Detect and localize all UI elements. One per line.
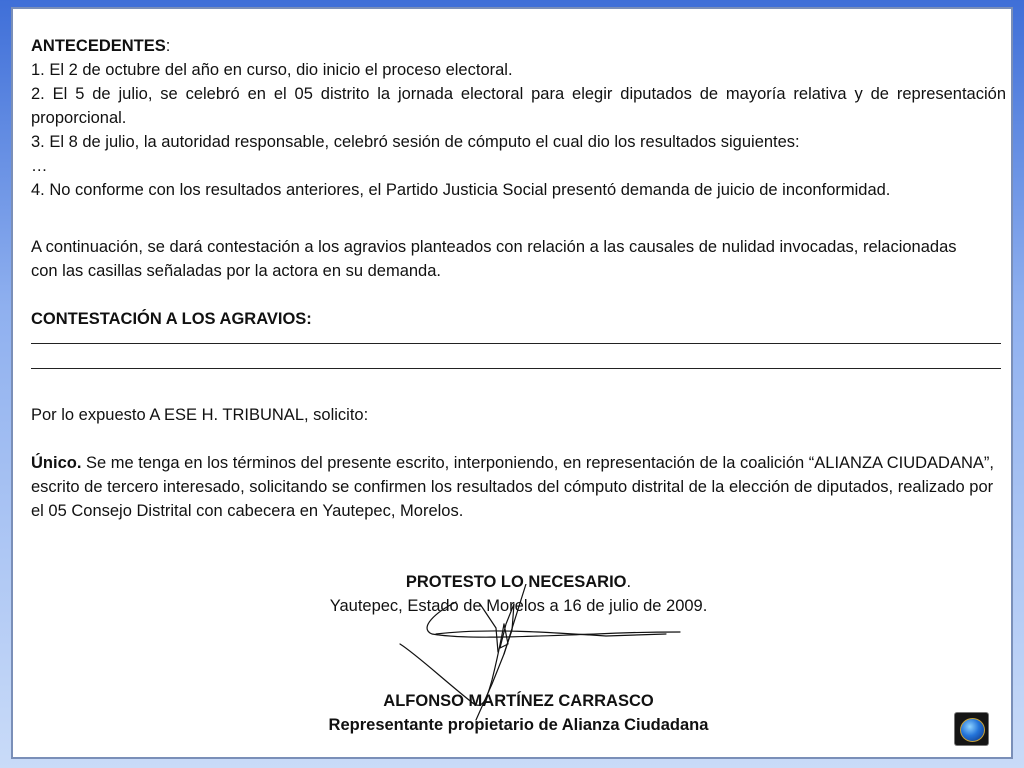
blank-line-1 [31, 330, 1001, 344]
globe-icon [960, 718, 985, 742]
antecedente-ellipsis: … [31, 157, 48, 175]
signer-name: ALFONSO MARTÍNEZ CARRASCO [383, 692, 654, 710]
protesto-line: PROTESTO LO NECESARIO. [405, 573, 632, 591]
blank-lines [31, 330, 1006, 369]
blank-line-2 [31, 355, 1001, 369]
contestacion-heading: CONTESTACIÓN A LOS AGRAVIOS: [31, 310, 312, 328]
signer-block [31, 689, 1006, 737]
antecedente-item-2: 2. El 5 de julio, se celebró en el 05 distrito la jornada electoral para elegir diputados de mayoría relativa y de representación proporcional. [31, 85, 1006, 127]
intro-paragraph: A continuación, se dará contestación a los agravios planteados con relación a las causales de nulidad invocadas, relacionadas con las casillas señaladas por la actora en su demanda. [31, 238, 957, 280]
antecedente-item-3: 3. El 8 de julio, la autoridad responsable, celebró sesión de cómputo el cual dio los resultados siguientes: [31, 133, 800, 151]
nav-globe-button[interactable] [955, 713, 988, 745]
unico-paragraph [31, 451, 1006, 523]
unico-label: Único. [31, 454, 82, 472]
place-date: Yautepec, Estado de Morelos a 16 de julio de 2009. [329, 597, 708, 615]
unico-text: Se me tenga en los términos del presente escrito, interponiendo, en representación de la coalición “ALIANZA CIUDADANA”, escrito de tercero interesado, solicitando se confirmen los resultados del cómputo distrital de la elección de diputados, realizado por el 05 Consejo Distrital con cabecera en Yautepec, Morelos. [31, 454, 994, 520]
signer-role: Representante propietario de Alianza Ciudadana [328, 716, 709, 734]
antecedentes-heading: ANTECEDENTES: [31, 37, 171, 55]
solicito-line: Por lo expuesto A ESE H. TRIBUNAL, solicito: [31, 406, 369, 424]
antecedente-item-4: 4. No conforme con los resultados anteriores, el Partido Justicia Social presentó demanda de juicio de inconformidad. [31, 181, 891, 199]
antecedentes-section [31, 34, 1006, 202]
antecedente-item-1: 1. El 2 de octubre del año en curso, dio inicio el proceso electoral. [31, 61, 513, 79]
